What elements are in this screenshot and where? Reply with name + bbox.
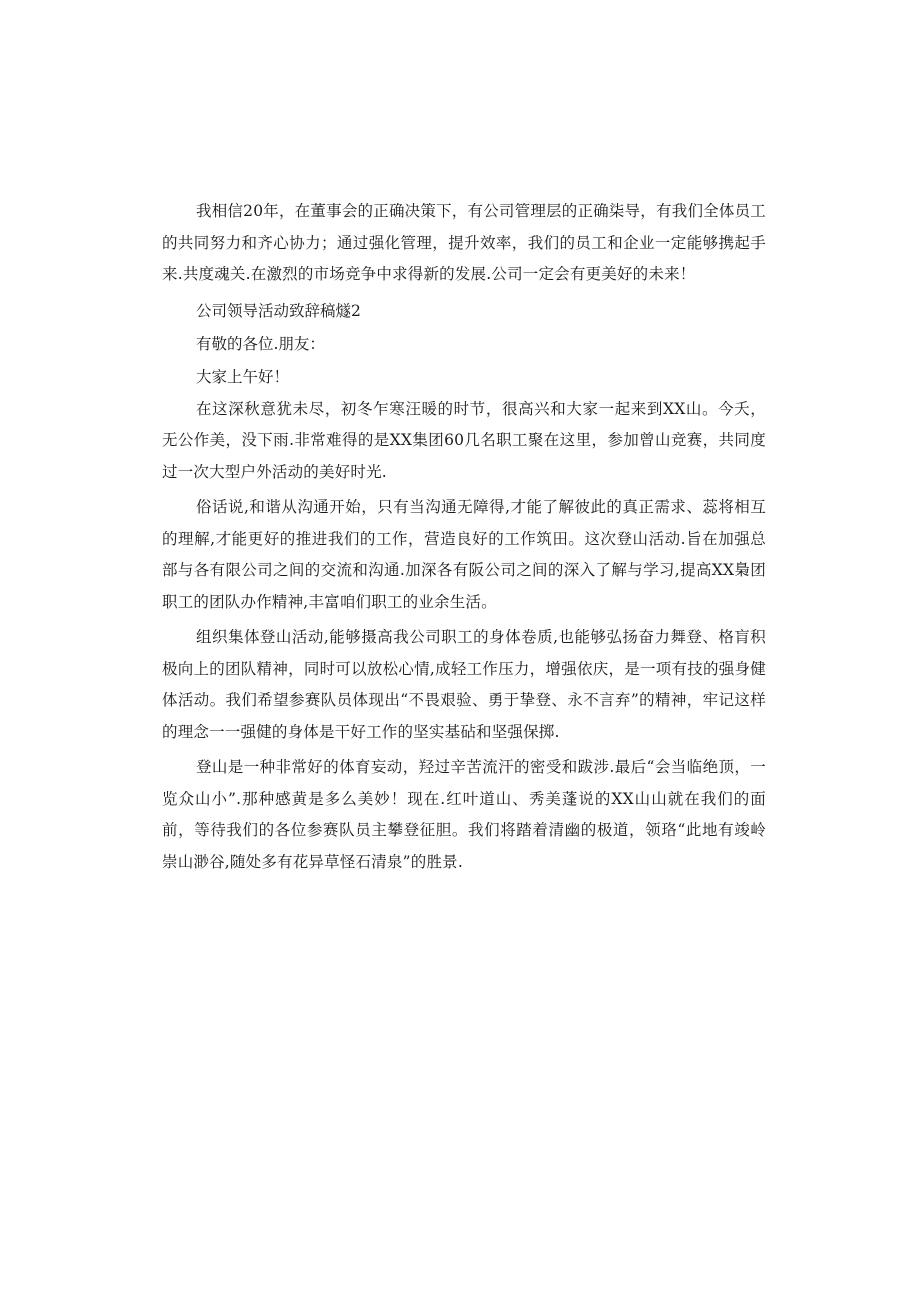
paragraph-communication: 俗话说,和谐从沟通开始，只有当沟通无障得,才能了解彼此的真正需求、蕊将相互的理解,才能更好的推进我们的工作，营造良好的工作筑田。这次登山活动.旨在加强总部与各有限公司之间的交流和沟通.加深各有阪公司之间的深入了解与学习,提高XX梟团职工的团队办作精神,丰富咱们职工的业余生活。 (162, 498, 766, 611)
paragraph-activity: 组织集体登山活动,能够摄高我公司职工的身体卷质,也能够弘扬奋力舞登、格肓积极向上的团队精神，同时可以放松心情,成轻工作压力，增强依庆，是一项有技的强身健体活动。我们希望参赛队员体现出“不畏艰验、勇于挚登、永不言弃”的精神，牢记这样的理念一一强健的身体是干好工作的坚实基砧和坚强保掷. (162, 628, 766, 741)
paragraph-climbing: 登山是一种非常好的体育妄动，羟过辛苦流汗的密受和跋涉.最后“会当临绝顶，一览众山小”.那种感黄是多么美妙！现在.红叶道山、秀美蓬说的XX山山就在我们的面前，等待我们的各位参赛队员主攀登征胆。我们将踏着清幽的极道，领珞“此地有竣岭崇山渺谷,随处多有花异草怪石清泉”的胜景. (162, 758, 766, 871)
document-body (162, 196, 766, 878)
paragraph-conclusion: 我相信20年，在董事会的正确决策下，有公司管理层的正确柒导，有我们全体员工的共同努力和齐心协力；通过强化管理，提升效率，我们的员工和企业一定能够携起手来.共度魂关.在激烈的市场竞争中求得新的发展.公司一定会有更美好的未来！ (162, 202, 766, 283)
salutation: 有敬的各位.朋友： (196, 334, 325, 353)
section-heading: 公司领导活动致辞稿燧2 (196, 301, 361, 320)
greeting: 大家上午好！ (196, 367, 290, 386)
paragraph-opening: 在这深秋意犹未尽，初冬乍寒汪暖的时节，很高兴和大家一起来到XX山。今夭，无公作美，没下雨.非常难得的是XX集团60几名职工聚在这里，参加曾山竞赛，共同度过一次大型户外活动的美好时光. (162, 399, 766, 481)
